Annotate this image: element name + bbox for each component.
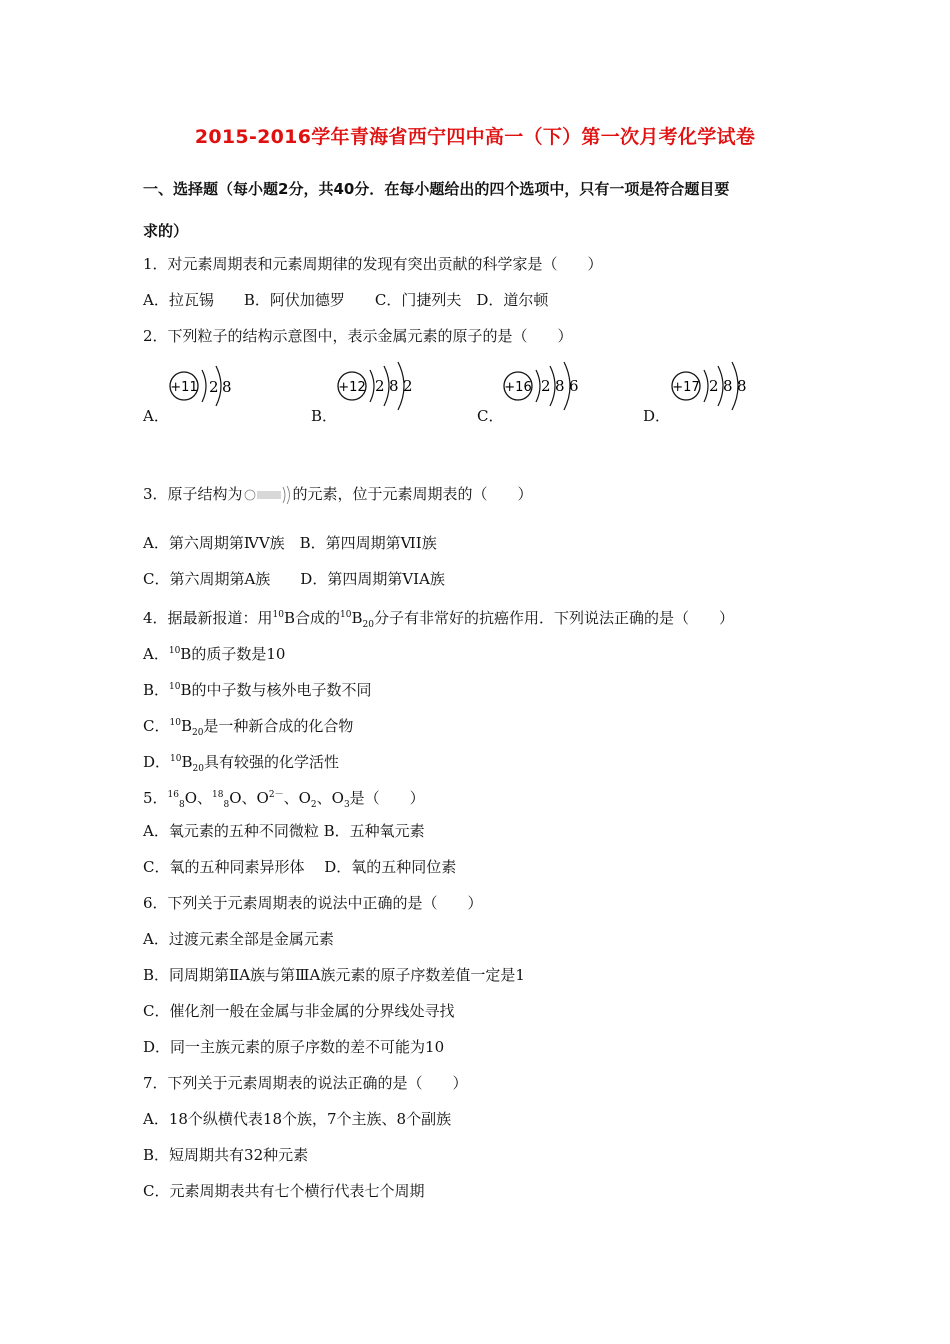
question-5-options-ab: A．氧元素的五种不同微粒 B．五种氧元素 xyxy=(143,822,425,840)
question-7-stem: 7．下列关于元素周期表的说法正确的是（ ） xyxy=(143,1074,468,1092)
question-4-option-a: A．$^{10}$B的质子数是10 xyxy=(143,645,286,663)
option-a-label: A． xyxy=(143,407,169,425)
shell-1-label: 2 xyxy=(709,377,719,395)
option-c-label: C． xyxy=(477,407,504,425)
question-5-stem: 5．$^{16}_8$O、$^{18}_8$O、$O^{2-}$、$O_2$、$O_3$是（ ） xyxy=(143,789,425,810)
question-4-option-b: B．$^{10}$B的中子数与核外电子数不同 xyxy=(143,681,372,699)
nucleus-label: +11 xyxy=(170,380,198,395)
nucleus-label: +16 xyxy=(504,380,532,395)
shell-1-label: 2 xyxy=(541,377,551,395)
shell-1-label: 2 xyxy=(209,378,219,396)
question-1-stem: 1．对元素周期表和元素周期律的发现有突出贡献的科学家是（ ） xyxy=(143,255,603,273)
question-3-options-ab: A．第六周期第ⅣV族 B．第四周期第ⅥI族 xyxy=(143,534,437,552)
question-4-option-d: D．$^{10}B_{20}$具有较强的化学活性 xyxy=(143,753,339,774)
question-7-option-c: C．元素周期表共有七个横行代表七个周期 xyxy=(143,1182,425,1200)
section-heading-line1: 一、选择题（每小题2分，共40分．在每小题给出的四个选项中，只有一项是符合题目要 xyxy=(143,180,730,198)
shell-3-label: 6 xyxy=(569,377,579,395)
question-3-options-cd: C．第六周期第A族 D．第四周期第VIA族 xyxy=(143,570,445,588)
question-4-option-c: C．$^{10}B_{20}$是一种新合成的化合物 xyxy=(143,717,354,738)
question-6-option-b: B．同周期第ⅡA族与第ⅢA族元素的原子序数差值一定是1 xyxy=(143,966,525,984)
shell-2-label: 8 xyxy=(222,378,232,396)
question-5-options-cd: C．氧的五种同素异形体 D．氧的五种同位素 xyxy=(143,858,457,876)
shell-3-label: 8 xyxy=(737,377,747,395)
nucleus-label: +12 xyxy=(338,380,366,395)
question-2-stem: 2．下列粒子的结构示意图中，表示金属元素的原子的是（ ） xyxy=(143,327,573,345)
question-6-option-c: C．催化剂一般在金属与非金属的分界线处寻找 xyxy=(143,1002,455,1020)
question-3-stem-post: 的元素，位于元素周期表的（ ） xyxy=(292,485,533,503)
question-7-option-a: A．18个纵横代表18个族，7个主族、8个副族 xyxy=(143,1110,452,1128)
page-title: 2015-2016学年青海省西宁四中高一（下）第一次月考化学试卷 xyxy=(194,126,756,148)
nucleus-label: +17 xyxy=(672,380,700,395)
shell-3-label: 2 xyxy=(403,377,413,395)
question-3-stem-pre: 3．原子结构为 xyxy=(143,485,243,503)
shell-1-label: 2 xyxy=(375,377,385,395)
question-6-option-a: A．过渡元素全部是金属元素 xyxy=(143,930,334,948)
question-6-stem: 6．下列关于元素周期表的说法中正确的是（ ） xyxy=(143,894,483,912)
shell-2-label: 8 xyxy=(723,377,733,395)
option-b-label: B． xyxy=(311,407,338,425)
shell-2-label: 8 xyxy=(389,377,399,395)
question-7-option-b: B．短周期共有32种元素 xyxy=(143,1146,309,1164)
question-6-option-d: D．同一主族元素的原子序数的差不可能为10 xyxy=(143,1038,445,1056)
question-4-stem: 4．据最新报道：用$^{10}$B合成的$^{10}B_{20}$分子有非常好的抗癌作用．下列说法正确的是（ ） xyxy=(143,609,734,630)
small-atom-diagram xyxy=(243,484,293,506)
question-2-option-labels xyxy=(143,405,843,429)
question-1-options: A．拉瓦锡 B．阿伏加德罗 C．门捷列夫 D．道尔顿 xyxy=(143,291,549,309)
section-heading-line2: 求的） xyxy=(143,222,189,240)
shell-2-label: 8 xyxy=(555,377,565,395)
option-d-label: D． xyxy=(643,407,671,425)
question-3-stem xyxy=(143,484,533,506)
